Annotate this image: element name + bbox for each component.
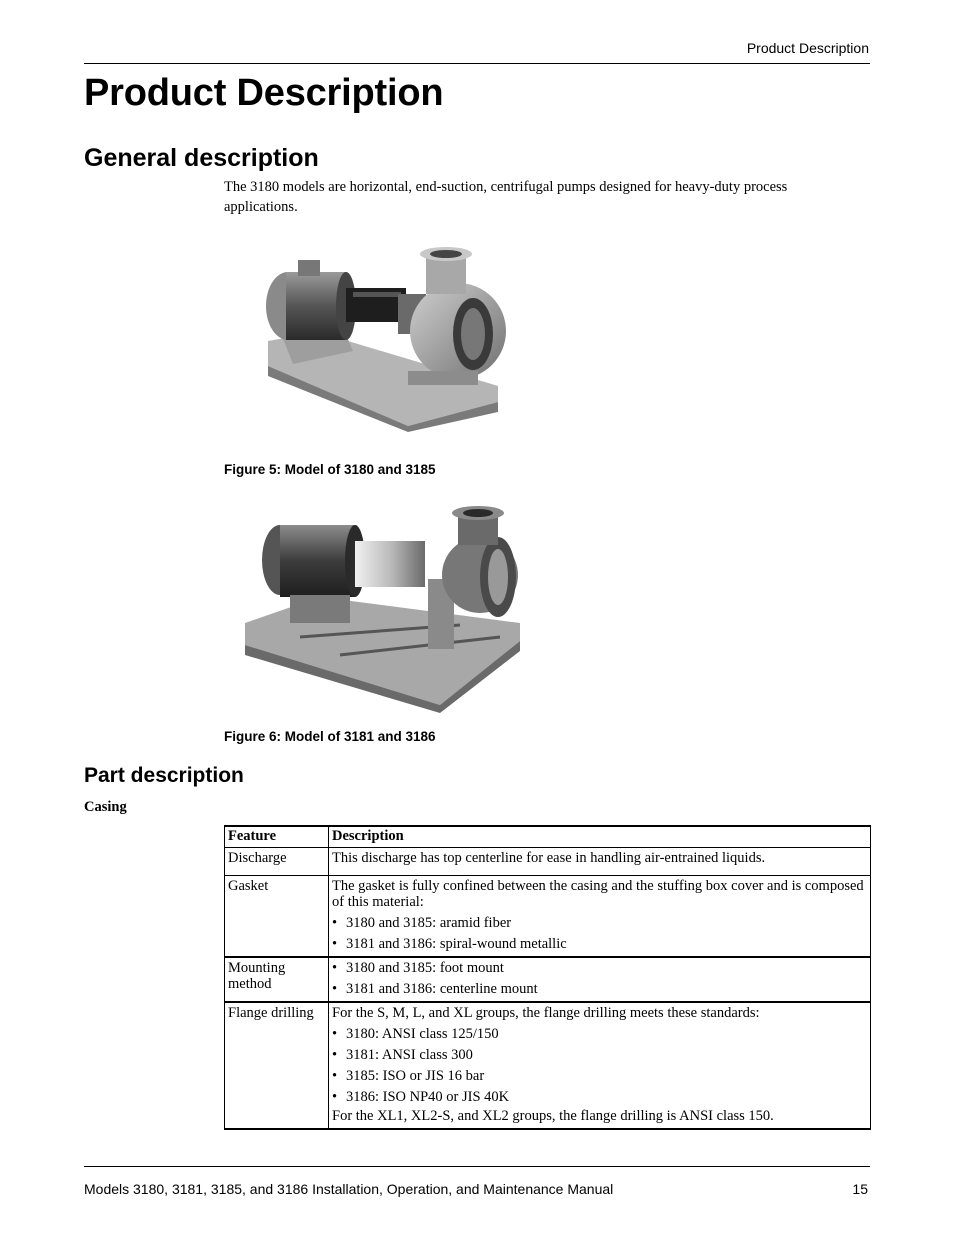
description-cell <box>329 957 871 1002</box>
page-title: Product Description <box>84 72 444 114</box>
list-item: • 3180 and 3185: foot mount <box>332 960 504 976</box>
description-text: For the XL1, XL2-S, and XL2 groups, the flange drilling is ANSI class 150. <box>332 1108 774 1124</box>
list-item: • 3185: ISO or JIS 16 bar <box>332 1068 485 1084</box>
casing-feature-table <box>224 825 871 1130</box>
figure-6-caption: Figure 6: Model of 3181 and 3186 <box>224 729 436 744</box>
header-rule <box>84 63 870 64</box>
list-item: • 3180 and 3185: aramid fiber <box>332 915 512 931</box>
table-row <box>225 1002 871 1129</box>
feature-cell: Flange drilling <box>225 1002 329 1129</box>
table-row <box>225 848 871 876</box>
table-header-description: Description <box>329 826 871 848</box>
list-item: • 3180: ANSI class 125/150 <box>332 1026 499 1042</box>
table-header-row <box>225 826 871 848</box>
running-header: Product Description <box>746 40 869 56</box>
section-heading-part: Part description <box>84 764 244 787</box>
table-header-feature: Feature <box>225 826 329 848</box>
pump-3180-image <box>258 246 508 432</box>
description-text: The gasket is fully confined between the casing and the stuffing box cover and is composed of this material: <box>332 878 864 910</box>
description-cell <box>329 876 871 958</box>
table-row <box>225 876 871 958</box>
general-description-text: The 3180 models are horizontal, end-suction, centrifugal pumps designed for heavy-duty process applications. <box>224 179 788 215</box>
page-number: 15 <box>852 1181 868 1197</box>
subsection-heading-casing: Casing <box>84 799 127 815</box>
description-cell <box>329 848 871 876</box>
list-item: • 3186: ISO NP40 or JIS 40K <box>332 1089 510 1105</box>
pump-3181-image <box>240 505 525 713</box>
feature-cell: Discharge <box>225 848 329 876</box>
footer-rule <box>84 1166 870 1167</box>
section-heading-general: General description <box>84 144 319 172</box>
feature-cell: Gasket <box>225 876 329 958</box>
description-text: This discharge has top centerline for ease in handling air-entrained liquids. <box>332 850 766 866</box>
table-row <box>225 957 871 1002</box>
description-text: For the S, M, L, and XL groups, the flange drilling meets these standards: <box>332 1005 760 1021</box>
footer-manual-title: Models 3180, 3181, 3185, and 3186 Installation, Operation, and Maintenance Manual <box>84 1181 614 1197</box>
list-item: • 3181 and 3186: centerline mount <box>332 981 538 997</box>
list-item: • 3181: ANSI class 300 <box>332 1047 473 1063</box>
feature-cell: Mounting method <box>225 957 329 1002</box>
description-cell <box>329 1002 871 1129</box>
list-item: • 3181 and 3186: spiral-wound metallic <box>332 936 567 952</box>
figure-5-caption: Figure 5: Model of 3180 and 3185 <box>224 462 436 477</box>
